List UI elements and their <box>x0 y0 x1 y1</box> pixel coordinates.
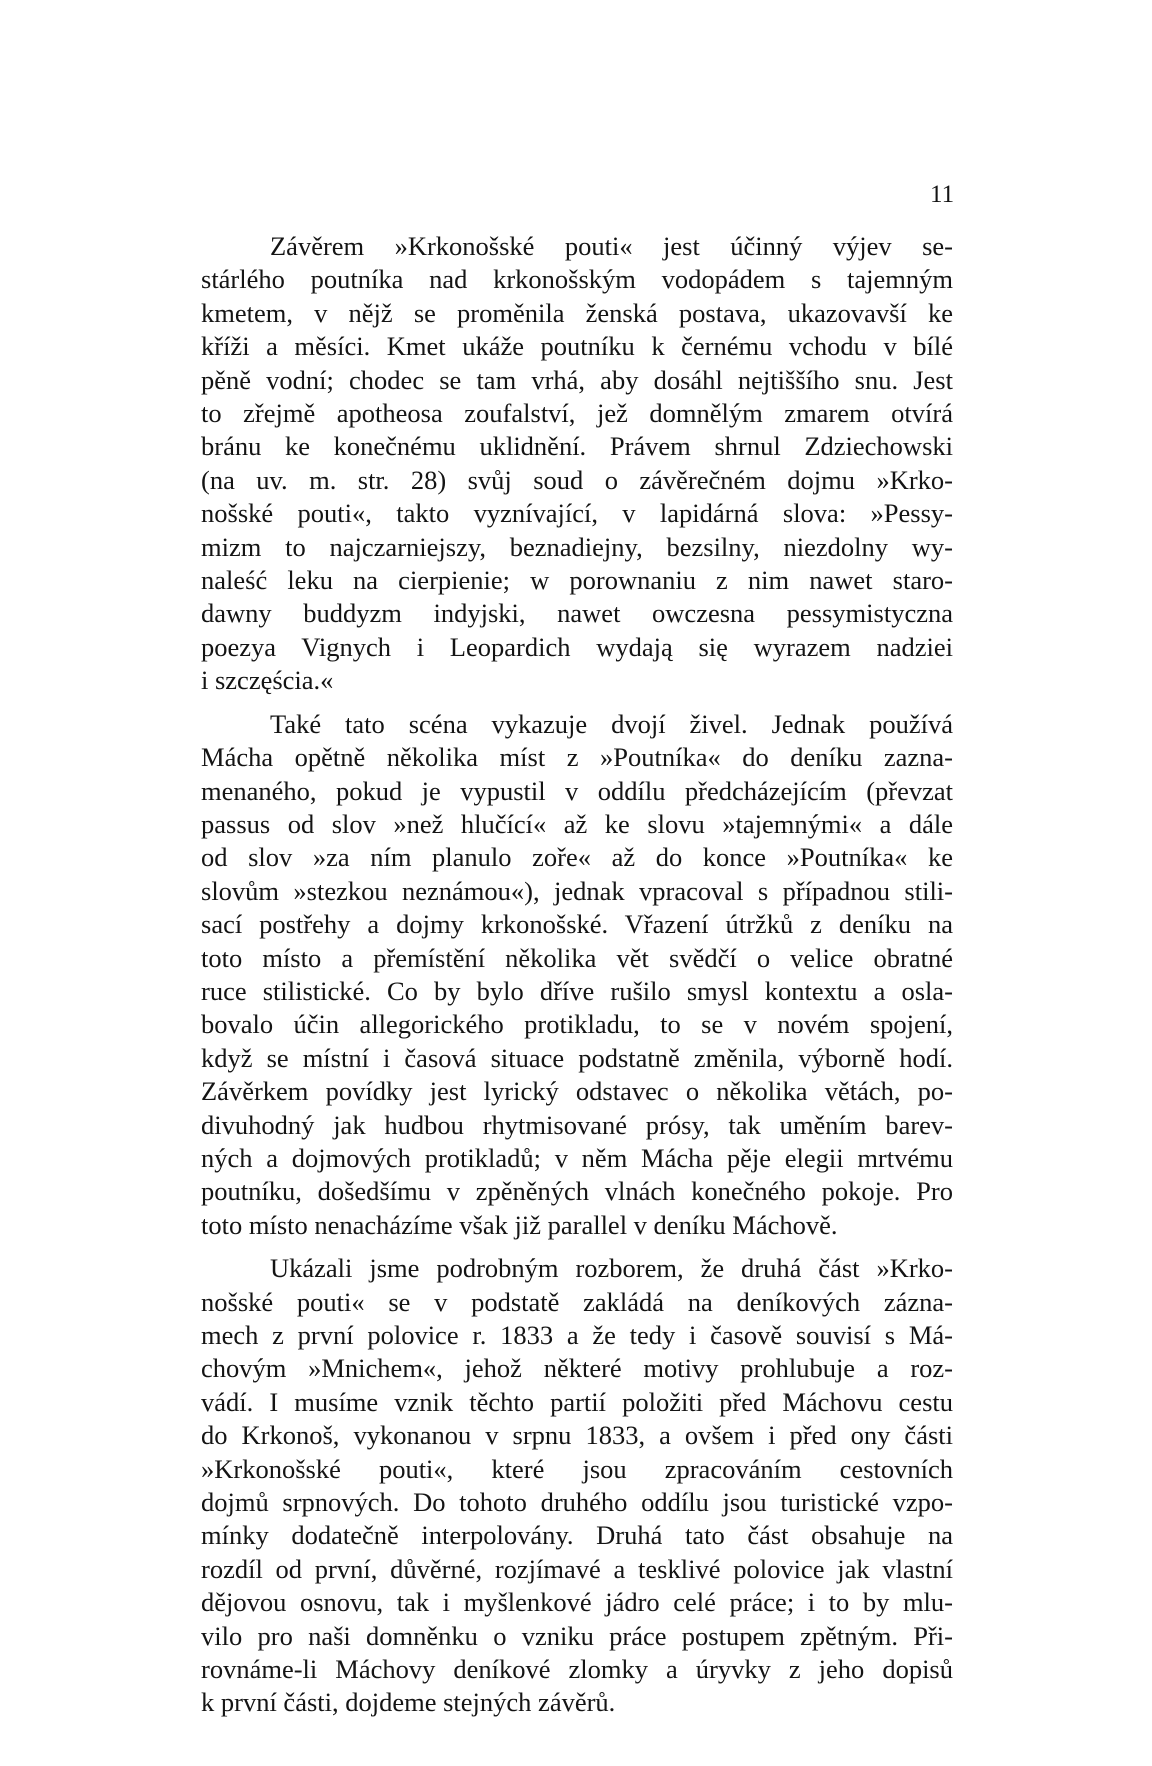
text-line: nošské pouti«, takto vyznívající, v lapidárná slova: »Pessy- <box>201 498 953 529</box>
text-line: od slov »za ním planulo zoře« až do konce »Poutníka« ke <box>201 842 953 873</box>
text-line: divuhodný jak hudbou rhytmisované prósy, tak uměním barev- <box>201 1109 953 1140</box>
text-line: dějovou osnovu, tak i myšlenkové jádro celé práce; i to by mlu- <box>201 1587 953 1618</box>
text-line: menaného, pokud je vypustil v oddílu předcházejícím (převzat <box>201 775 953 806</box>
text-line: mínky dodatečně interpolovány. Druhá tato část obsahuje na <box>201 1520 953 1551</box>
text-line: k první části, dojdeme stejných závěrů. <box>201 1687 616 1718</box>
body-text <box>201 230 953 1720</box>
text-line: Mácha opětně několika míst z »Poutníka« do deníku zazna- <box>201 742 953 773</box>
text-line: ruce stilistické. Co by bylo dříve rušilo smysl kontextu a osla- <box>201 975 953 1006</box>
paragraph <box>201 1252 953 1720</box>
text-line: (na uv. m. str. 28) svůj soud o závěrečném dojmu »Krko- <box>201 464 953 495</box>
text-line: toto místo nenacházíme však již parallel v deníku Máchově. <box>201 1209 838 1240</box>
text-line: »Krkonošské pouti«, které jsou zpracováním cestovních <box>201 1453 953 1484</box>
text-line: poezya Vignych i Leopardich wydają się wyrazem nadziei <box>201 631 953 662</box>
text-line: když se místní i časová situace podstatně změnila, výborně hodí. <box>201 1042 953 1073</box>
text-line: sací postřehy a dojmy krkonošské. Vřazení útržků z deníku na <box>201 909 953 940</box>
text-line: mech z první polovice r. 1833 a že tedy i časově souvisí s Má- <box>201 1320 953 1350</box>
text-line: poutníku, došedšímu v zpěněných vlnách konečného pokoje. Pro <box>201 1176 953 1207</box>
text-line: ných a dojmových protikladů; v něm Mácha pěje elegii mrtvému <box>201 1142 953 1173</box>
text-line: bránu ke konečnému uklidnění. Právem shrnul Zdziechowski <box>201 431 953 462</box>
text-line: kmetem, v nějž se proměnila ženská postava, ukazovavší ke <box>201 297 953 328</box>
text-line: slovům »stezkou neznámou«), jednak vpracoval s případnou stili- <box>201 875 953 906</box>
text-line: rozdíl od první, důvěrné, rozjímavé a tesklivé polovice jak vlastní <box>201 1553 953 1584</box>
text-line: Ukázali jsme podrobným rozborem, že druhá část »Krko- <box>270 1253 953 1284</box>
text-line: Závěrkem povídky jest lyrický odstavec o několika větách, po- <box>201 1076 953 1107</box>
text-line: rovnáme-li Máchovy deníkové zlomky a úryvky z jeho dopisů <box>201 1654 953 1685</box>
text-line: toto místo a přemístění několika vět svědčí o velice obratné <box>201 942 953 973</box>
text-line: vilo pro naši domněnku o vzniku práce postupem zpětným. Při- <box>201 1620 953 1651</box>
text-line: pěně vodní; chodec se tam vrhá, aby dosáhl nejtiššího snu. Jest <box>201 364 953 395</box>
text-line: kříži a měsíci. Kmet ukáže poutníku k černému vchodu v bílé <box>201 331 953 362</box>
paragraph <box>201 230 953 698</box>
text-line: i szczęścia.« <box>201 665 334 696</box>
page-number: 11 <box>930 181 955 208</box>
text-line: stárlého poutníka nad krkonošským vodopádem s tajemným <box>201 264 953 295</box>
text-line: chovým »Mnichem«, jehož některé motivy prohlubuje a roz- <box>201 1353 953 1384</box>
paragraph <box>201 708 953 1243</box>
text-line: naleść leku na cierpienie; w porownaniu z nim nawet staro- <box>201 565 953 596</box>
text-line: bovalo účin allegorického protikladu, to se v novém spojení, <box>201 1009 953 1040</box>
text-line: do Krkonoš, vykonanou v srpnu 1833, a ovšem i před ony části <box>201 1420 953 1451</box>
text-line: dojmů srpnových. Do tohoto druhého oddílu jsou turistické vzpo- <box>201 1487 953 1518</box>
text-line: Také tato scéna vykazuje dvojí živel. Jednak používá <box>270 708 953 739</box>
text-line: to zřejmě apotheosa zoufalství, jež domnělým zmarem otvírá <box>201 398 953 429</box>
text-line: nošské pouti« se v podstatě zakládá na deníkových zázna- <box>201 1286 953 1317</box>
text-line: dawny buddyzm indyjski, nawet owczesna pessymistyczna <box>201 598 953 629</box>
text-line: vádí. I musíme vznik těchto partií položiti před Máchovu cestu <box>201 1386 953 1417</box>
text-line: Závěrem »Krkonošské pouti« jest účinný výjev se- <box>270 231 953 261</box>
text-line: passus od slov »než hlučící« až ke slovu »tajemnými« a dále <box>201 808 953 839</box>
text-line: mizm to najczarniejszy, beznadiejny, bezsilny, niezdolny wy- <box>201 531 953 562</box>
